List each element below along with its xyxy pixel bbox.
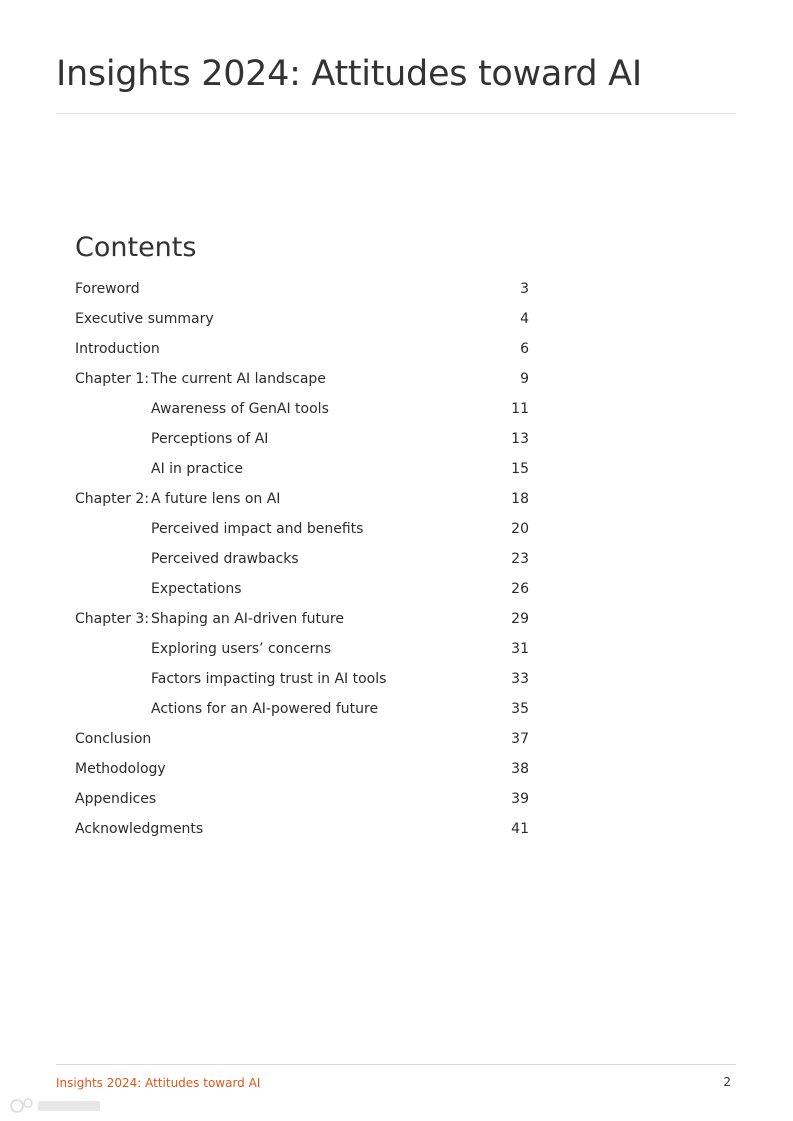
toc-page-number: 26 [511,581,529,597]
toc-entry-label: Factors impacting trust in AI tools [151,671,387,687]
toc-entry[interactable] [75,308,529,338]
toc-entry-label: Actions for an AI-powered future [151,701,379,717]
toc-entry-label: Conclusion [75,731,152,747]
table-of-contents [75,278,529,848]
toc-entry[interactable] [75,368,529,398]
toc-entry-label: Introduction [75,341,160,357]
toc-entry-label: Appendices [75,791,157,807]
toc-entry-label: Expectations [151,581,242,597]
page-title: Insights 2024: Attitudes toward AI [56,54,642,94]
toc-page-number: 41 [511,821,529,837]
toc-entry[interactable] [75,458,529,488]
toc-entry[interactable] [75,698,529,728]
toc-entry-label: Perceived drawbacks [151,551,299,567]
toc-entry[interactable] [75,518,529,548]
watermark-logo-icon [8,1095,108,1117]
title-divider [56,113,736,114]
toc-page-number: 35 [511,701,529,717]
toc-entry[interactable] [75,548,529,578]
toc-entry[interactable] [75,608,529,638]
toc-entry-label: AI in practice [151,461,243,477]
toc-entry-label: Perceived impact and benefits [151,521,364,537]
contents-heading: Contents [75,232,197,263]
toc-page-number: 37 [511,731,529,747]
toc-entry-label: Methodology [75,761,166,777]
toc-entry[interactable] [75,818,529,848]
footer-title: Insights 2024: Attitudes toward AI [56,1076,261,1090]
toc-page-number: 39 [511,791,529,807]
toc-page-number: 13 [511,431,529,447]
toc-chapter-number: Chapter 1: [75,371,150,387]
toc-entry-label: Acknowledgments [75,821,204,837]
toc-entry-label: The current AI landscape [151,371,326,387]
toc-page-number: 3 [520,281,529,297]
toc-page-number: 29 [511,611,529,627]
toc-entry-label: Shaping an AI-driven future [151,611,344,627]
toc-entry[interactable] [75,668,529,698]
toc-page-number: 9 [520,371,529,387]
toc-entry-label: A future lens on AI [151,491,281,507]
footer-divider [56,1064,736,1065]
toc-entry[interactable] [75,728,529,758]
toc-entry[interactable] [75,488,529,518]
toc-entry[interactable] [75,758,529,788]
toc-entry[interactable] [75,638,529,668]
toc-page-number: 11 [511,401,529,417]
toc-page-number: 33 [511,671,529,687]
toc-chapter-number: Chapter 3: [75,611,150,627]
toc-entry-label: Awareness of GenAI tools [151,401,329,417]
toc-page-number: 20 [511,521,529,537]
toc-entry[interactable] [75,428,529,458]
toc-entry[interactable] [75,578,529,608]
toc-entry[interactable] [75,788,529,818]
toc-entry[interactable] [75,338,529,368]
toc-page-number: 18 [511,491,529,507]
toc-page-number: 4 [520,311,529,327]
toc-page-number: 23 [511,551,529,567]
toc-page-number: 6 [520,341,529,357]
toc-page-number: 31 [511,641,529,657]
toc-chapter-number: Chapter 2: [75,491,150,507]
toc-page-number: 15 [511,461,529,477]
footer-page-number: 2 [723,1075,731,1089]
toc-page-number: 38 [511,761,529,777]
toc-entry-label: Perceptions of AI [151,431,269,447]
toc-entry[interactable] [75,278,529,308]
toc-entry[interactable] [75,398,529,428]
toc-entry-label: Executive summary [75,311,214,327]
toc-entry-label: Foreword [75,281,140,297]
toc-entry-label: Exploring users’ concerns [151,641,332,657]
